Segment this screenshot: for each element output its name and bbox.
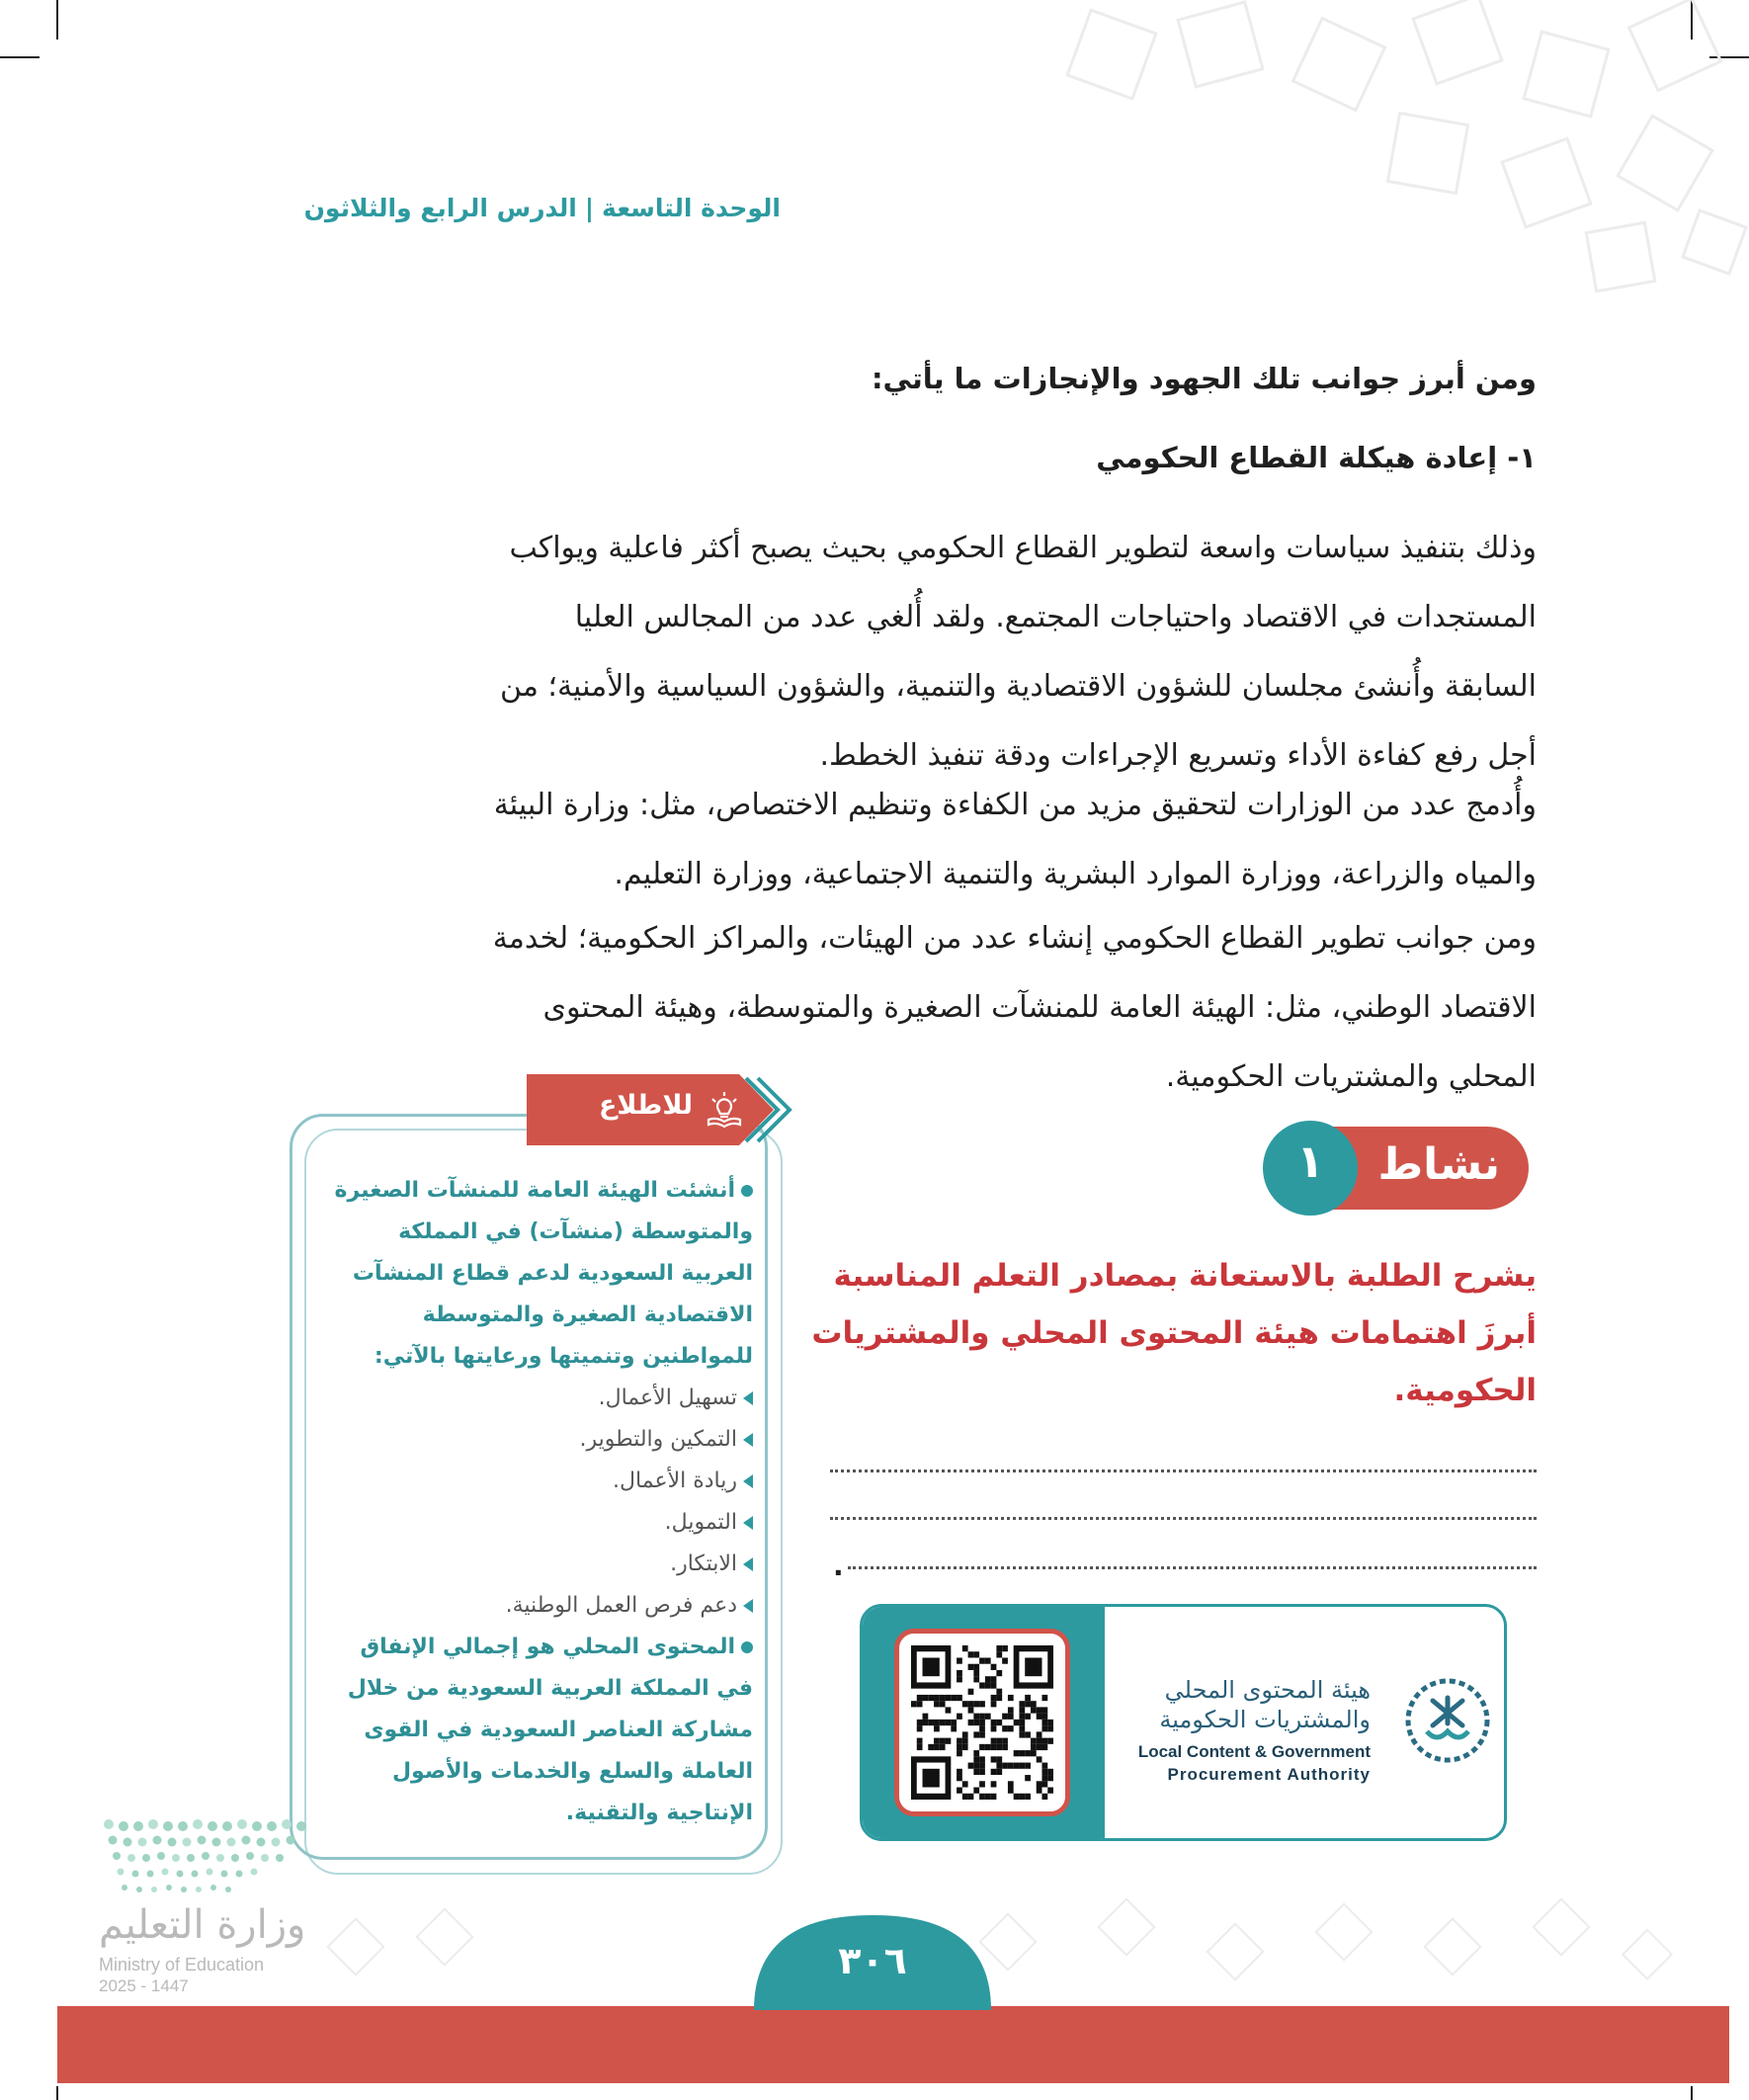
info-line: الإنتاجية والتقنية. xyxy=(565,1801,753,1825)
paragraph-ministries-merge xyxy=(212,771,1537,909)
bullet-arrow-icon xyxy=(743,1391,753,1405)
info-list-item: ريادة الأعمال. xyxy=(321,1461,753,1502)
answer-end-mark: . xyxy=(833,1550,844,1582)
paragraph-line: المستجدات في الاقتصاد واحتياجات المجتمع. ولقد أُلغي عدد من المجالس العليا xyxy=(574,600,1537,634)
ministry-name-en: Ministry of Education xyxy=(99,1955,265,1974)
paragraph-line: ومن جوانب تطوير القطاع الحكومي إنشاء عدد من الهيئات، والمراكز الحكومية؛ لخدمة xyxy=(492,921,1537,956)
info-line: في المملكة العربية السعودية من خلال xyxy=(347,1676,753,1701)
lightbulb-book-icon xyxy=(705,1090,744,1130)
authority-name-ar: والمشتريات الحكومية xyxy=(1159,1706,1371,1733)
bullet-arrow-icon xyxy=(743,1516,753,1530)
paragraph-line: والمياه والزراعة، ووزارة الموارد البشرية والتنمية الاجتماعية، ووزارة التعليم. xyxy=(614,857,1537,891)
section-lead: ومن أبرز جوانب تلك الجهود والإنجازات ما يأتي: xyxy=(871,362,1537,395)
header-separator: | xyxy=(584,194,595,222)
bullet-arrow-icon xyxy=(743,1557,753,1571)
info-definition xyxy=(321,1627,753,1834)
activity-line: أبرزَ اهتمامات هيئة المحتوى المحلي والمشتريات xyxy=(811,1315,1537,1351)
unit-label: الوحدة التاسعة xyxy=(602,194,781,222)
paragraph-line: السابقة وأُنشئ مجلسان للشؤون الاقتصادية والتنمية، والشؤون السياسية والأمنية؛ من xyxy=(499,669,1537,704)
background-pattern xyxy=(1038,0,1749,296)
paragraph-line: الاقتصاد الوطني، مثل: الهيئة العامة للمنشآت الصغيرة والمتوسطة، وهيئة المحتوى xyxy=(542,990,1537,1025)
page-number: ٣٠٦ xyxy=(838,1939,907,1982)
lesson-label: الدرس الرابع والثلاثون xyxy=(303,194,577,222)
section-subheading: ١- إعادة هيكلة القطاع الحكومي xyxy=(1096,441,1537,474)
authority-name-en: Procurement Authority xyxy=(1167,1765,1371,1784)
info-list-item: تسهيل الأعمال. xyxy=(321,1378,753,1419)
info-line: العربية السعودية لدعم قطاع المنشآت xyxy=(352,1261,753,1286)
answer-line[interactable] xyxy=(830,1470,1537,1472)
ministry-name-ar: وزارة التعليم xyxy=(99,1902,306,1948)
bullet-dot-icon xyxy=(741,1641,753,1653)
info-intro xyxy=(321,1170,753,1378)
qr-code[interactable] xyxy=(894,1629,1070,1816)
info-line: المحتوى المحلي هو إجمالي الإنفاق xyxy=(321,1627,753,1668)
crop-mark xyxy=(1691,2086,1693,2100)
qr-code-icon xyxy=(911,1645,1053,1800)
crop-mark xyxy=(56,0,58,40)
activity-line: الحكومية. xyxy=(1393,1373,1537,1408)
activity-line: يشرح الطلبة بالاستعانة بمصادر التعلم المناسبة xyxy=(833,1258,1537,1294)
paragraph-restructuring xyxy=(212,514,1537,791)
info-line: والمتوسطة (منشآت) في المملكة xyxy=(398,1219,753,1244)
unit-lesson-header xyxy=(287,194,781,233)
info-box-body xyxy=(321,1170,753,1834)
info-list-item: الابتكار. xyxy=(321,1544,753,1585)
answer-line[interactable] xyxy=(848,1566,1537,1569)
crop-mark xyxy=(56,2086,58,2100)
info-line: أنشئت الهيئة العامة للمنشآت الصغيرة xyxy=(321,1170,753,1212)
info-list-item: التمويل. xyxy=(321,1502,753,1544)
bullet-arrow-icon xyxy=(743,1599,753,1613)
info-list-item: دعم فرص العمل الوطنية. xyxy=(321,1585,753,1627)
authority-logo-icon xyxy=(1403,1676,1492,1765)
authority-qr-card[interactable] xyxy=(860,1604,1507,1841)
authority-name-ar: هيئة المحتوى المحلي xyxy=(1164,1676,1371,1704)
crop-mark xyxy=(0,56,40,58)
activity-title: نشاط xyxy=(1377,1139,1500,1190)
ministry-year: 2025 - 1447 xyxy=(99,1976,189,1995)
paragraph-line: أجل رفع كفاءة الأداء وتسريع الإجراءات ودقة تنفيذ الخطط. xyxy=(819,738,1537,773)
info-line: العاملة والسلع والخدمات والأصول xyxy=(391,1759,753,1784)
info-line: الاقتصادية الصغيرة والمتوسطة xyxy=(422,1302,753,1327)
authority-name-en: Local Content & Government xyxy=(1137,1742,1371,1761)
paragraph-new-authorities xyxy=(212,904,1537,1112)
info-list-item: التمكين والتطوير. xyxy=(321,1419,753,1461)
info-ribbon-content xyxy=(527,1074,774,1145)
activity-number: ١ xyxy=(1295,1134,1325,1188)
paragraph-line: المحلي والمشتريات الحكومية. xyxy=(1165,1059,1537,1094)
bullet-arrow-icon xyxy=(743,1474,753,1488)
bullet-dot-icon xyxy=(741,1185,753,1197)
footer-bar xyxy=(57,2006,1729,2083)
answer-line[interactable] xyxy=(830,1517,1537,1520)
info-label: للاطلاع xyxy=(598,1090,693,1121)
bullet-arrow-icon xyxy=(743,1433,753,1447)
paragraph-line: وذلك بتنفيذ سياسات واسعة لتطوير القطاع الحكومي بحيث يصبح أكثر فاعلية ويواكب xyxy=(509,531,1537,565)
info-line: مشاركة العناصر السعودية في القوى xyxy=(364,1718,753,1742)
paragraph-line: وأُدمج عدد من الوزارات لتحقيق مزيد من الكفاءة وتنظيم الاختصاص، مثل: وزارة البيئة xyxy=(493,788,1537,822)
info-line: للمواطنين وتنميتها ورعايتها بالآتي: xyxy=(374,1344,753,1369)
activity-prompt xyxy=(805,1247,1537,1419)
